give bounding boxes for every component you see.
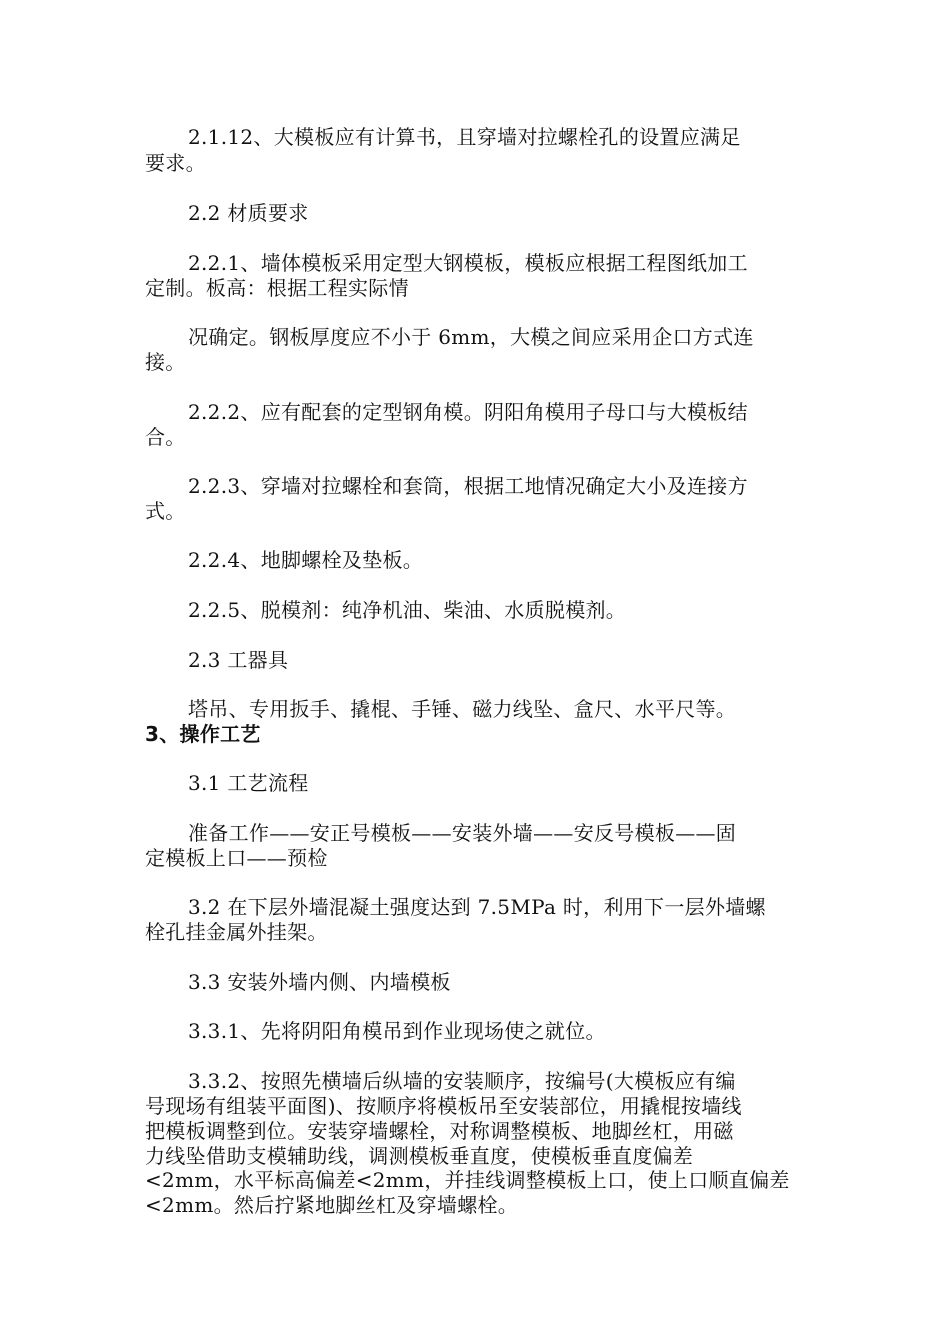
chapter-heading: 3、操作工艺 xyxy=(145,722,261,746)
text-line: 况确定。钢板厚度应不小于 6mm，大模之间应采用企口方式连 xyxy=(188,325,754,349)
section-heading: 3.3 安装外墙内侧、内墙模板 xyxy=(188,970,451,994)
text-line: 要求。 xyxy=(145,151,206,175)
text-line: 2.1.12、大模板应有计算书，且穿墙对拉螺栓孔的设置应满足 xyxy=(188,125,741,149)
text-line: 定模板上口——预检 xyxy=(145,846,328,870)
text-line: <2mm，水平标高偏差<2mm，并挂线调整模板上口，使上口顺直偏差 xyxy=(145,1168,790,1192)
section-heading: 2.3 工器具 xyxy=(188,648,289,672)
text-line: 2.2.2、应有配套的定型钢角模。阴阳角模用子母口与大模板结 xyxy=(188,400,748,424)
text-line: 3.3.2、按照先横墙后纵墙的安装顺序，按编号(大模板应有编 xyxy=(188,1069,736,1093)
text-line: 式。 xyxy=(145,499,186,523)
text-line: 2.2.4、地脚螺栓及垫板。 xyxy=(188,548,424,572)
text-line: 塔吊、专用扳手、撬棍、手锤、磁力线坠、盒尺、水平尺等。 xyxy=(188,697,737,721)
section-heading: 2.2 材质要求 xyxy=(188,201,309,225)
text-line: 号现场有组装平面图)、按顺序将模板吊至安装部位，用撬棍按墙线 xyxy=(145,1094,742,1118)
text-line: 2.2.1、墙体模板采用定型大钢模板，模板应根据工程图纸加工 xyxy=(188,251,748,275)
text-line: 把模板调整到位。安装穿墙螺栓，对称调整模板、地脚丝杠，用磁 xyxy=(145,1119,734,1143)
text-line: 准备工作——安正号模板——安装外墙——安反号模板——固 xyxy=(188,821,737,845)
text-line: <2mm。然后拧紧地脚丝杠及穿墙螺栓。 xyxy=(145,1193,519,1217)
text-line: 合。 xyxy=(145,425,186,449)
text-line: 定制。板高：根据工程实际情 xyxy=(145,276,409,300)
section-heading: 3.1 工艺流程 xyxy=(188,771,309,795)
text-line: 3.2 在下层外墙混凝土强度达到 7.5MPa 时，利用下一层外墙螺 xyxy=(188,895,766,919)
text-line: 栓孔挂金属外挂架。 xyxy=(145,920,328,944)
text-line: 力线坠借助支模辅助线，调测模板垂直度，使模板垂直度偏差 xyxy=(145,1144,694,1168)
text-line: 2.2.3、穿墙对拉螺栓和套筒，根据工地情况确定大小及连接方 xyxy=(188,474,748,498)
text-line: 接。 xyxy=(145,350,186,374)
text-line: 2.2.5、脱模剂：纯净机油、柴油、水质脱模剂。 xyxy=(188,598,627,622)
text-line: 3.3.1、先将阴阳角模吊到作业现场使之就位。 xyxy=(188,1019,606,1043)
